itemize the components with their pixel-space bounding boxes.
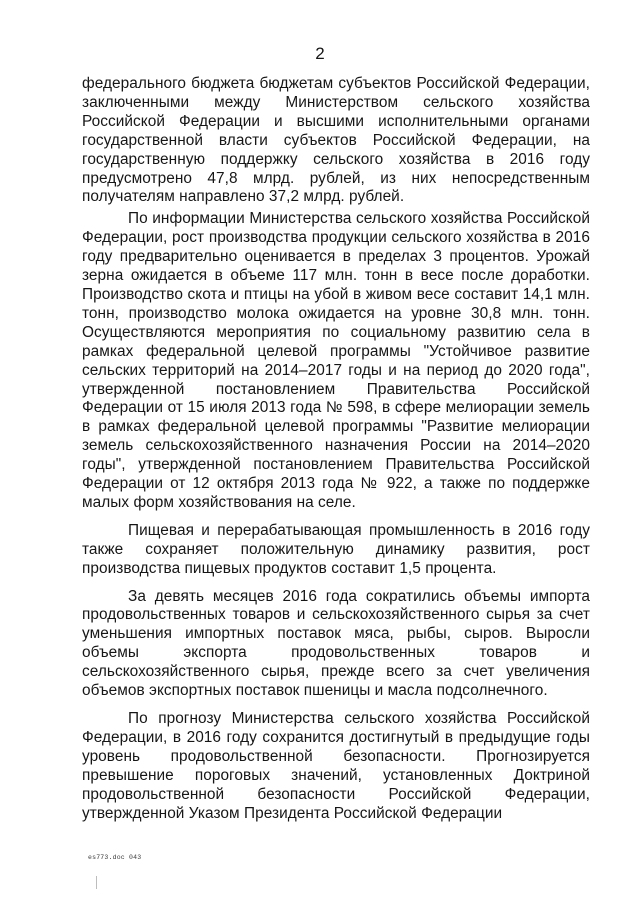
paragraph-import-export: За девять месяцев 2016 года сократились объемы импорта продовольственных товаров и сельскохозяйственного сырья за счет уменьшения импортных поставок мяса, рыбы, сыров. Выросли объемы экспорта продовольственных товаров и сельскохозяйственного сырья, прежде всего за счет увеличения объемов экспортных поставок пшеницы и масла подсолнечного. xyxy=(82,587,590,700)
paragraph-food-industry: Пищевая и перерабатывающая промышленность в 2016 году также сохраняет положительную динамику развития, рост производства пищевых продуктов составит 1,5 процента. xyxy=(82,521,590,577)
paragraph-food-security: По прогнозу Министерства сельского хозяйства Российской Федерации, в 2016 году сохранится достигнутый в предыдущие годы уровень продовольственной безопасности. Прогнозируется превышение пороговых значений, установленных Доктриной продовольственной безопасности Российской Федерации, утвержденной Указом Президента Российской Федерации xyxy=(82,710,590,822)
paragraph-agriculture-production: По информации Министерства сельского хозяйства Российской Федерации, рост производства продукции сельского хозяйства в 2016 году предварительно оценивается в пределах 3 процентов. Урожай зерна ожидается в объеме 117 млн. тонн в весе после доработки. Производство скота и птицы на убой в живом весе составит 14,1 млн. тонн, производство молока ожидается на уровне 30,8 млн. тонн. Осуществляются мероприятия по социальному развитию села в рамках федеральной целевой программы "Устойчивое развитие сельских территорий на 2014–2017 годы и на период до 2020 года", утвержденной постановлением Правительства Российской Федерации от 15 июля 2013 года № 598, в сфере мелиорации земель в рамках федеральной целевой программы "Развитие мелиорации земель сельскохозяйственного назначения России на 2014–2020 годы", утвержденной постановлением Правительства Российской Федерации от 12 октября 2013 года № 922, а также по поддержке малых форм хозяйствования на селе. xyxy=(82,210,590,511)
document-file-reference: es773.doc 043 xyxy=(88,854,142,861)
paragraph-budget-support: федерального бюджета бюджетам субъектов Российской Федерации, заключенными между Министерством сельского хозяйства Российской Федерации и высшими исполнительными органами государственной власти субъектов Российской Федерации, на государственную поддержку сельского хозяйства в 2016 году предусмотрено 47,8 млрд. рублей, из них непосредственным получателям направлено 37,2 млрд. рублей. xyxy=(82,75,590,206)
page-number: 2 xyxy=(315,44,325,63)
document-body xyxy=(82,75,590,823)
margin-mark xyxy=(96,876,97,889)
